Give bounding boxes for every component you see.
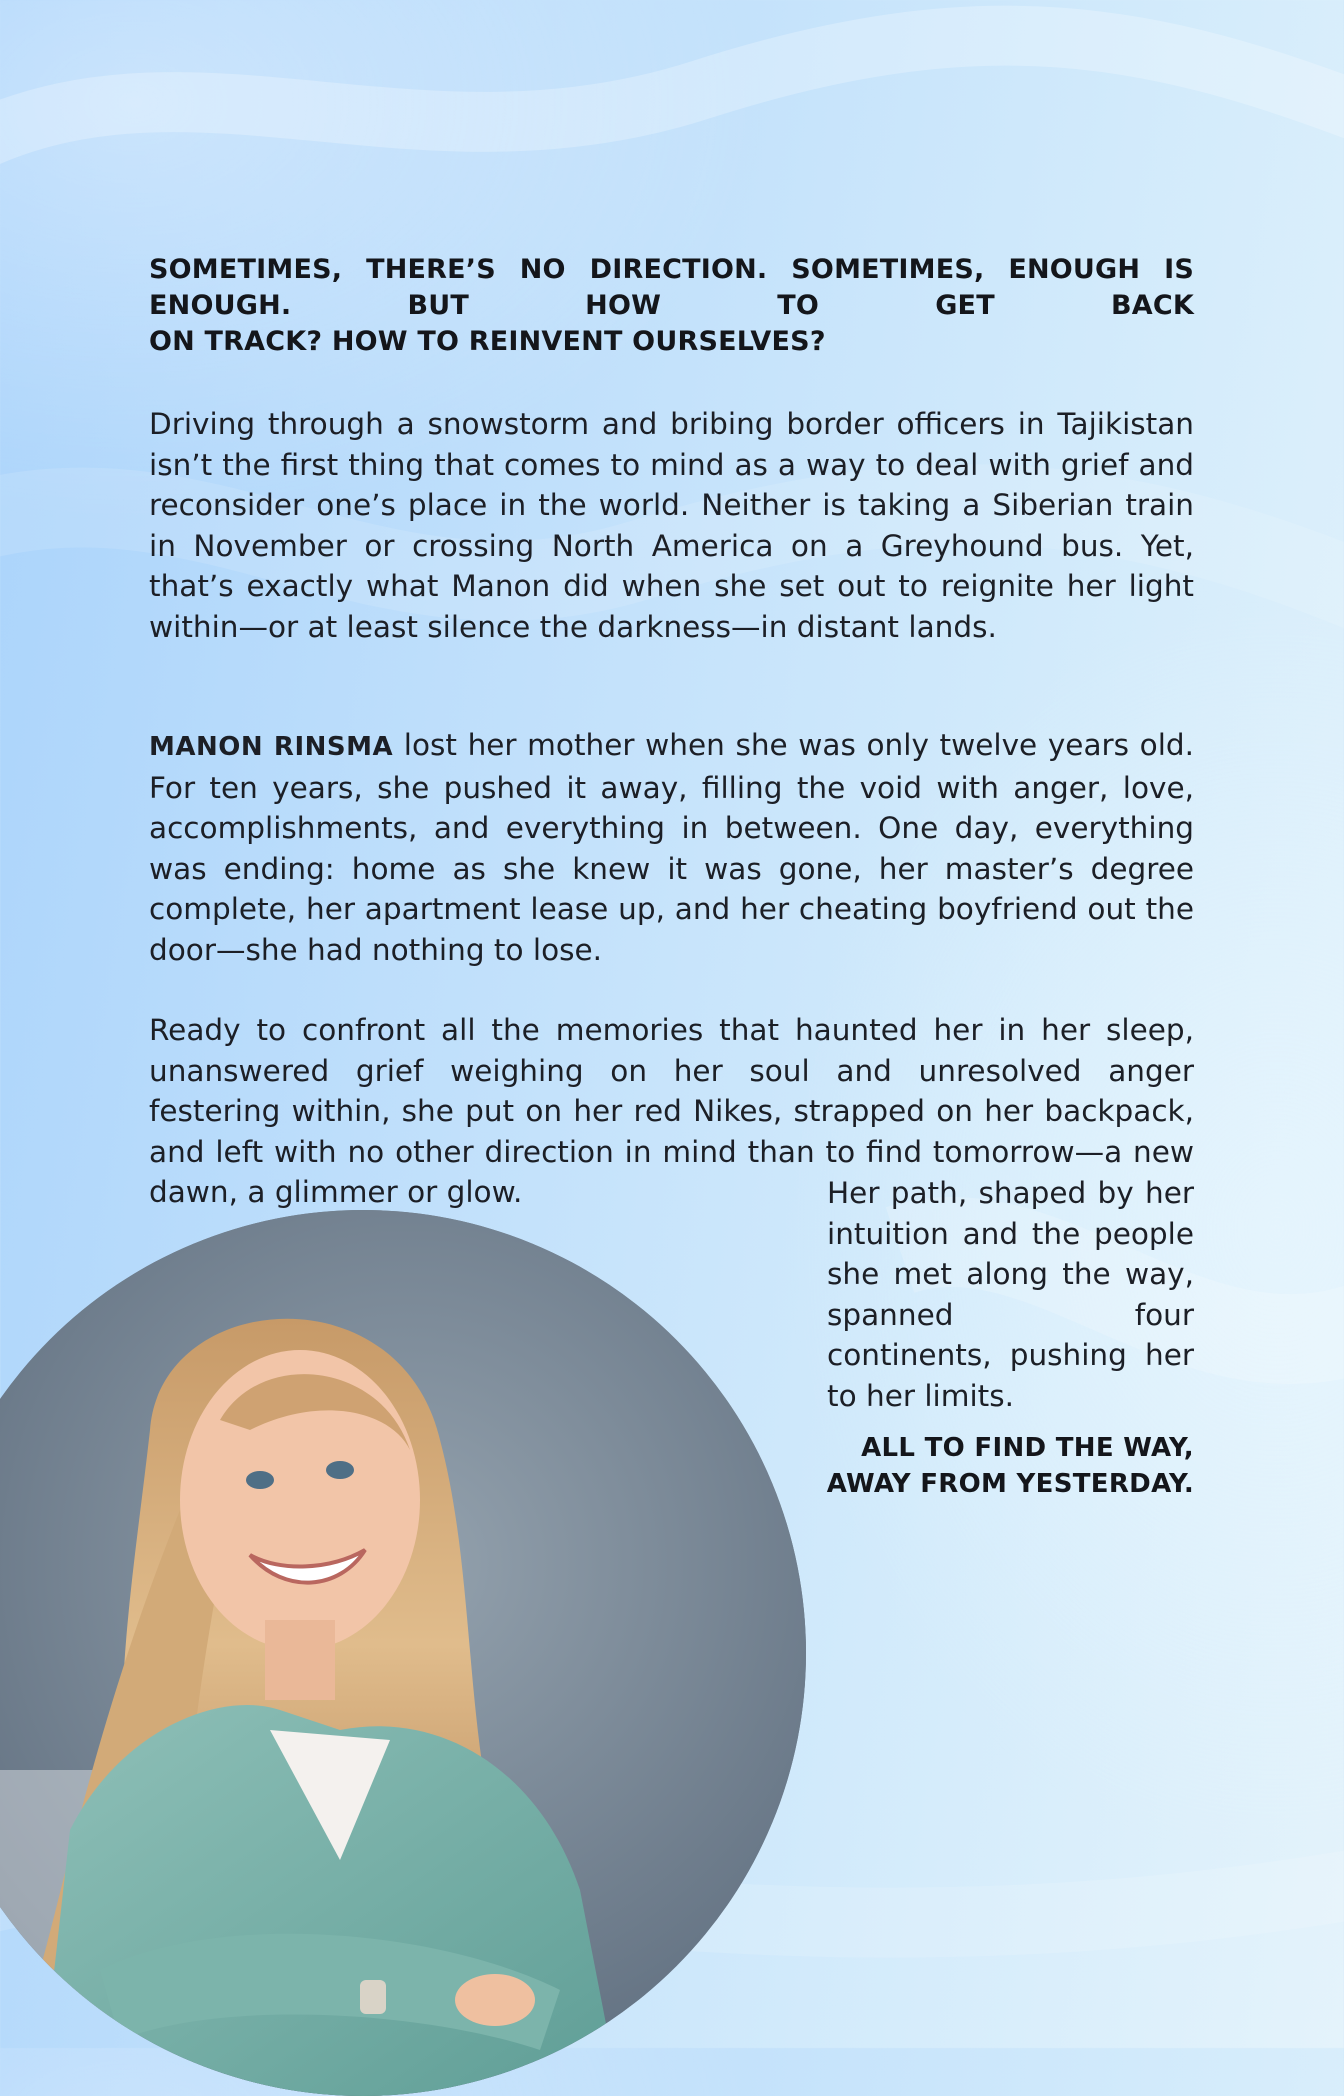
paragraph-journey: Ready to confront all the memories that haunted her in her sleep, unanswered grief weighing on her soul and unresolved anger festering within, she put on her red Nikes, strapped on her backpack, and left with no other direction in mind than to find tomorrow—a new dawn, a glimmer or glow. — [149, 1013, 1194, 1209]
closing-line-2: AWAY FROM YESTERDAY. — [826, 1469, 1194, 1499]
biography-text: lost her mother when she was only twelve years old. For ten years, she pushed it away, filling the void with anger, love, accomplishments, and everything in between. One day, everything was ending: home as she knew it was gone, her master’s degree complete, her apartment lease up, and her cheating boyfriend out the door—she had nothing to lose. — [149, 728, 1194, 967]
author-portrait — [0, 1210, 806, 2096]
portrait-illustration — [0, 1210, 806, 2096]
text-column — [149, 252, 1194, 1213]
paragraph-biography — [149, 725, 1194, 970]
side-paragraph: Her path, shaped by her intuition and the people she met along the way, spanned four continents, pushing her to her limits. — [827, 1176, 1194, 1413]
author-name: MANON RINSMA — [149, 732, 394, 762]
closing-tagline — [820, 1430, 1194, 1502]
lead-heading — [149, 252, 1194, 360]
paragraph-snowstorm: Driving through a snowstorm and bribing border officers in Tajikistan isn’t the first thing that comes to mind as a way to deal with grief and reconsider one’s place in the world. Neither is taking a Siberian train in November or crossing North America on a Greyhound bus. Yet, that’s exactly what Manon did when she set out to reignite her light within—or at least silence the darkness—in distant lands. — [149, 407, 1194, 644]
lead-line-1: SOMETIMES, THERE’S NO DIRECTION. SOMETIMES, ENOUGH IS ENOUGH. BUT HOW TO GET BACK — [149, 254, 1194, 321]
lead-line-2: ON TRACK? HOW TO REINVENT OURSELVES? — [149, 326, 826, 357]
closing-line-1: ALL TO FIND THE WAY, — [861, 1433, 1194, 1463]
